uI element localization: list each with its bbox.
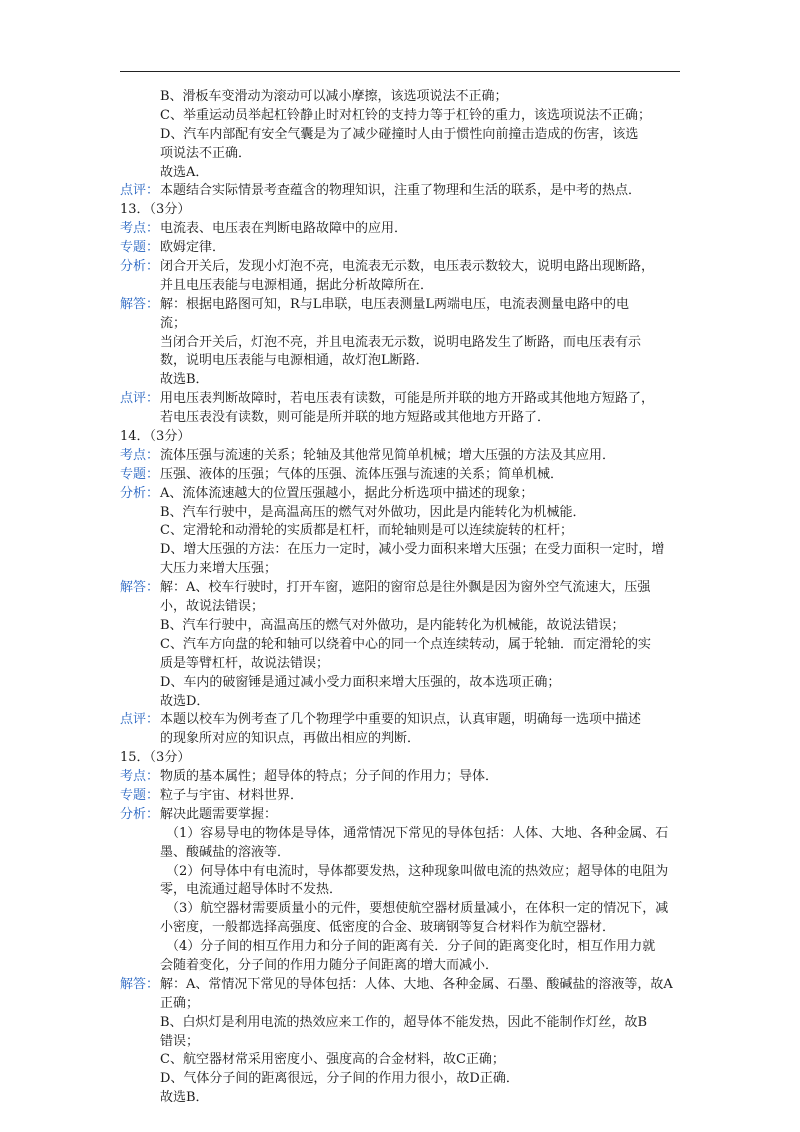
line-text: （2）何导体中有电流时，导体都要发热，这种现象叫做电流的热效应；超导体的电阻为 [166,863,669,879]
text-line [120,107,682,126]
line-text: C、定滑轮和动滑轮的实质都是杠杆，而轮轴则是可以连续旋转的杠杆； [160,523,573,539]
line-text: 本题结合实际情景考查蕴含的物理知识，注重了物理和生活的联系，是中考的热点． [160,183,642,199]
line-text: 错误； [160,1033,200,1049]
header-rule [120,71,680,72]
line-text: B、白炽灯是利用电流的热效应来工作的，超导体不能发热，因此不能制作灯丝，故B [160,1014,648,1030]
text-line [120,1014,682,1033]
text-line [120,201,682,220]
line-text: 大压力来增大压强； [160,561,278,577]
text-line [120,900,682,919]
section-label: 分析： [120,806,160,822]
line-text: 小，故说法错误； [160,599,265,615]
line-text: 流； [160,315,187,331]
text-line [120,919,682,938]
text-line [120,315,682,334]
section-label: 专题： [120,466,160,482]
text-line [120,598,682,617]
line-text: 并且电压表能与电源相通，据此分析故障所在． [160,277,434,293]
section-label: 考点： [120,221,160,237]
line-text: 正确； [160,995,200,1011]
text-line [120,220,682,239]
text-line [120,334,682,353]
text-line [120,239,682,258]
line-text: B、汽车行驶中，高温高压的燃气对外做功，是内能转化为机械能，故说法错误； [160,617,625,633]
section-label: 解答： [120,296,160,312]
text-line [120,655,682,674]
section-label: 分析： [120,259,160,275]
text-line [120,560,682,579]
line-text: 解决此题需要掌握： [160,806,278,822]
text-line [120,995,682,1014]
line-text: D、车内的破窗锤是通过减小受力面积来增大压强的，故本选项正确； [160,674,561,690]
text-line [120,749,682,768]
line-text: D、增大压强的方法：在压力一定时，减小受力面积来增大压强；在受力面积一定时，增 [160,542,665,558]
line-text: 项说法不正确． [160,145,252,161]
line-text: （3）航空器材需要质量小的元件，要想使航空器材质量减小，在体积一定的情况下，减 [166,901,669,917]
section-label: 解答： [120,580,160,596]
line-text: 故选A． [160,164,209,180]
section-label: 专题： [120,787,160,803]
text-line [120,768,682,787]
line-text: 电流表、电压表在判断电路故障中的应用． [160,221,408,237]
text-line [120,428,682,447]
text-line [120,447,682,466]
line-text: 质是等臂杠杆，故说法错误； [160,655,330,671]
line-text: 数，说明电压表能与电源相通，故灯泡L断路． [160,353,429,369]
line-text: 若电压表没有读数，则可能是所并联的地方短路或其他地方开路了． [160,410,551,426]
line-text: B、汽车行驶中，是高温高压的燃气对外做功，因此是内能转化为机械能． [160,504,586,520]
line-text: 零，电流通过超导体时不发热． [160,882,343,898]
text-line [120,711,682,730]
text-line [120,466,682,485]
line-text: 会随着变化，分子间的作用力随分子间距离的增大而减小． [160,957,499,973]
text-line [120,371,682,390]
line-text: B、滑板车变滑动为滚动可以减小摩擦，该选项说法不正确； [160,89,508,104]
text-line [120,693,682,712]
line-text: A、流体流速越大的位置压强越小，据此分析选项中描述的现象； [160,485,534,501]
line-text: 本题以校车为例考查了几个物理学中重要的知识点，认真审题，明确每一选项中描述 [160,712,642,728]
text-line [120,277,682,296]
line-text: 15．（3分） [120,750,191,766]
line-text: （1）容易导电的物体是导体，通常情况下常见的导体包括：人体、大地、各种金属、石 [166,825,669,841]
line-text: 14．（3分） [120,429,191,445]
text-line [120,787,682,806]
line-text: 用电压表判断故障时，若电压表有读数，可能是所并联的地方开路或其他地方短路了， [160,391,655,407]
line-text: 墨、酸碱盐的溶液等． [160,844,291,860]
text-line [120,126,682,145]
line-text: 小密度，一般都选择高强度、低密度的合金、玻璃钢等复合材料作为航空器材． [160,920,616,936]
text-line [120,976,682,995]
line-text: 闭合开关后，发现小灯泡不亮，电流表无示数，电压表示数较大，说明电路出现断路， [160,259,655,275]
line-text: 压强、液体的压强；气体的压强、流体压强与流速的关系；简单机械． [160,466,564,482]
text-line [120,844,682,863]
text-line [120,182,682,201]
text-line [120,674,682,693]
line-text: C、航空器材常采用密度小、强度高的合金材料，故C正确； [160,1052,505,1068]
text-line [120,863,682,882]
line-text: 粒子与宇宙、材料世界． [160,787,304,803]
text-line [120,636,682,655]
line-text: 物质的基本属性；超导体的特点；分子间的作用力；导体． [160,769,499,785]
text-line [120,88,682,107]
line-text: 故选D． [160,693,210,709]
text-line [120,806,682,825]
line-text: C、举重运动员举起杠铃静止时对杠铃的支持力等于杠铃的重力，该选项说法不正确； [160,107,651,123]
solution-text [120,88,682,1108]
line-text: 欧姆定律． [160,240,226,256]
section-label: 点评： [120,391,160,407]
section-label: 分析： [120,485,160,501]
text-line [120,352,682,371]
line-text: 故选B． [160,372,209,388]
line-text: 的现象所对应的知识点，再做出相应的判断． [160,731,421,747]
line-text: 当闭合开关后，灯泡不亮，并且电流表无示数，说明电路发生了断路，而电压表有示 [160,334,642,350]
text-line [120,957,682,976]
line-text: （4）分子间的相互作用力和分子间的距离有关．分子间的距离变化时，相互作用力就 [166,939,656,955]
text-line [120,409,682,428]
text-line [120,1070,682,1089]
text-line [120,504,682,523]
text-line [120,617,682,636]
line-text: 解：A、校车行驶时，打开车窗，遮阳的窗帘总是往外飘是因为窗外空气流速大，压强 [160,580,651,596]
section-label: 解答： [120,976,160,992]
section-label: 专题： [120,240,160,256]
text-line [120,1051,682,1070]
text-line [120,938,682,957]
line-text: 13．（3分） [120,202,191,218]
text-line [120,825,682,844]
section-label: 点评： [120,712,160,728]
line-text: 故选B． [160,1090,209,1106]
text-line [120,522,682,541]
line-text: 解：根据电路图可知，R与L串联，电压表测量L两端电压，电流表测量电路中的电 [160,296,630,312]
line-text: C、汽车方向盘的轮和轴可以绕着中心的同一个点连续转动，属于轮轴．而定滑轮的实 [160,636,651,652]
text-line [120,390,682,409]
text-line [120,145,682,164]
text-line [120,730,682,749]
line-text: D、汽车内部配有安全气囊是为了减少碰撞时人由于惯性向前撞击造成的伤害，该选 [160,126,639,142]
text-line [120,296,682,315]
text-line [120,258,682,277]
text-line [120,1089,682,1108]
text-line [120,579,682,598]
section-label: 点评： [120,183,160,199]
text-line [120,881,682,900]
text-line [120,164,682,183]
line-text: D、气体分子间的距离很远，分子间的作用力很小，故D正确． [160,1071,519,1087]
text-line [120,485,682,504]
section-label: 考点： [120,447,160,463]
text-line [120,1033,682,1052]
section-label: 考点： [120,769,160,785]
text-line [120,541,682,560]
line-text: 解：A、常情况下常见的导体包括：人体、大地、各种金属、石墨、酸碱盐的溶液等，故A [160,976,673,992]
line-text: 流体压强与流速的关系；轮轴及其他常见简单机械；增大压强的方法及其应用． [160,447,616,463]
